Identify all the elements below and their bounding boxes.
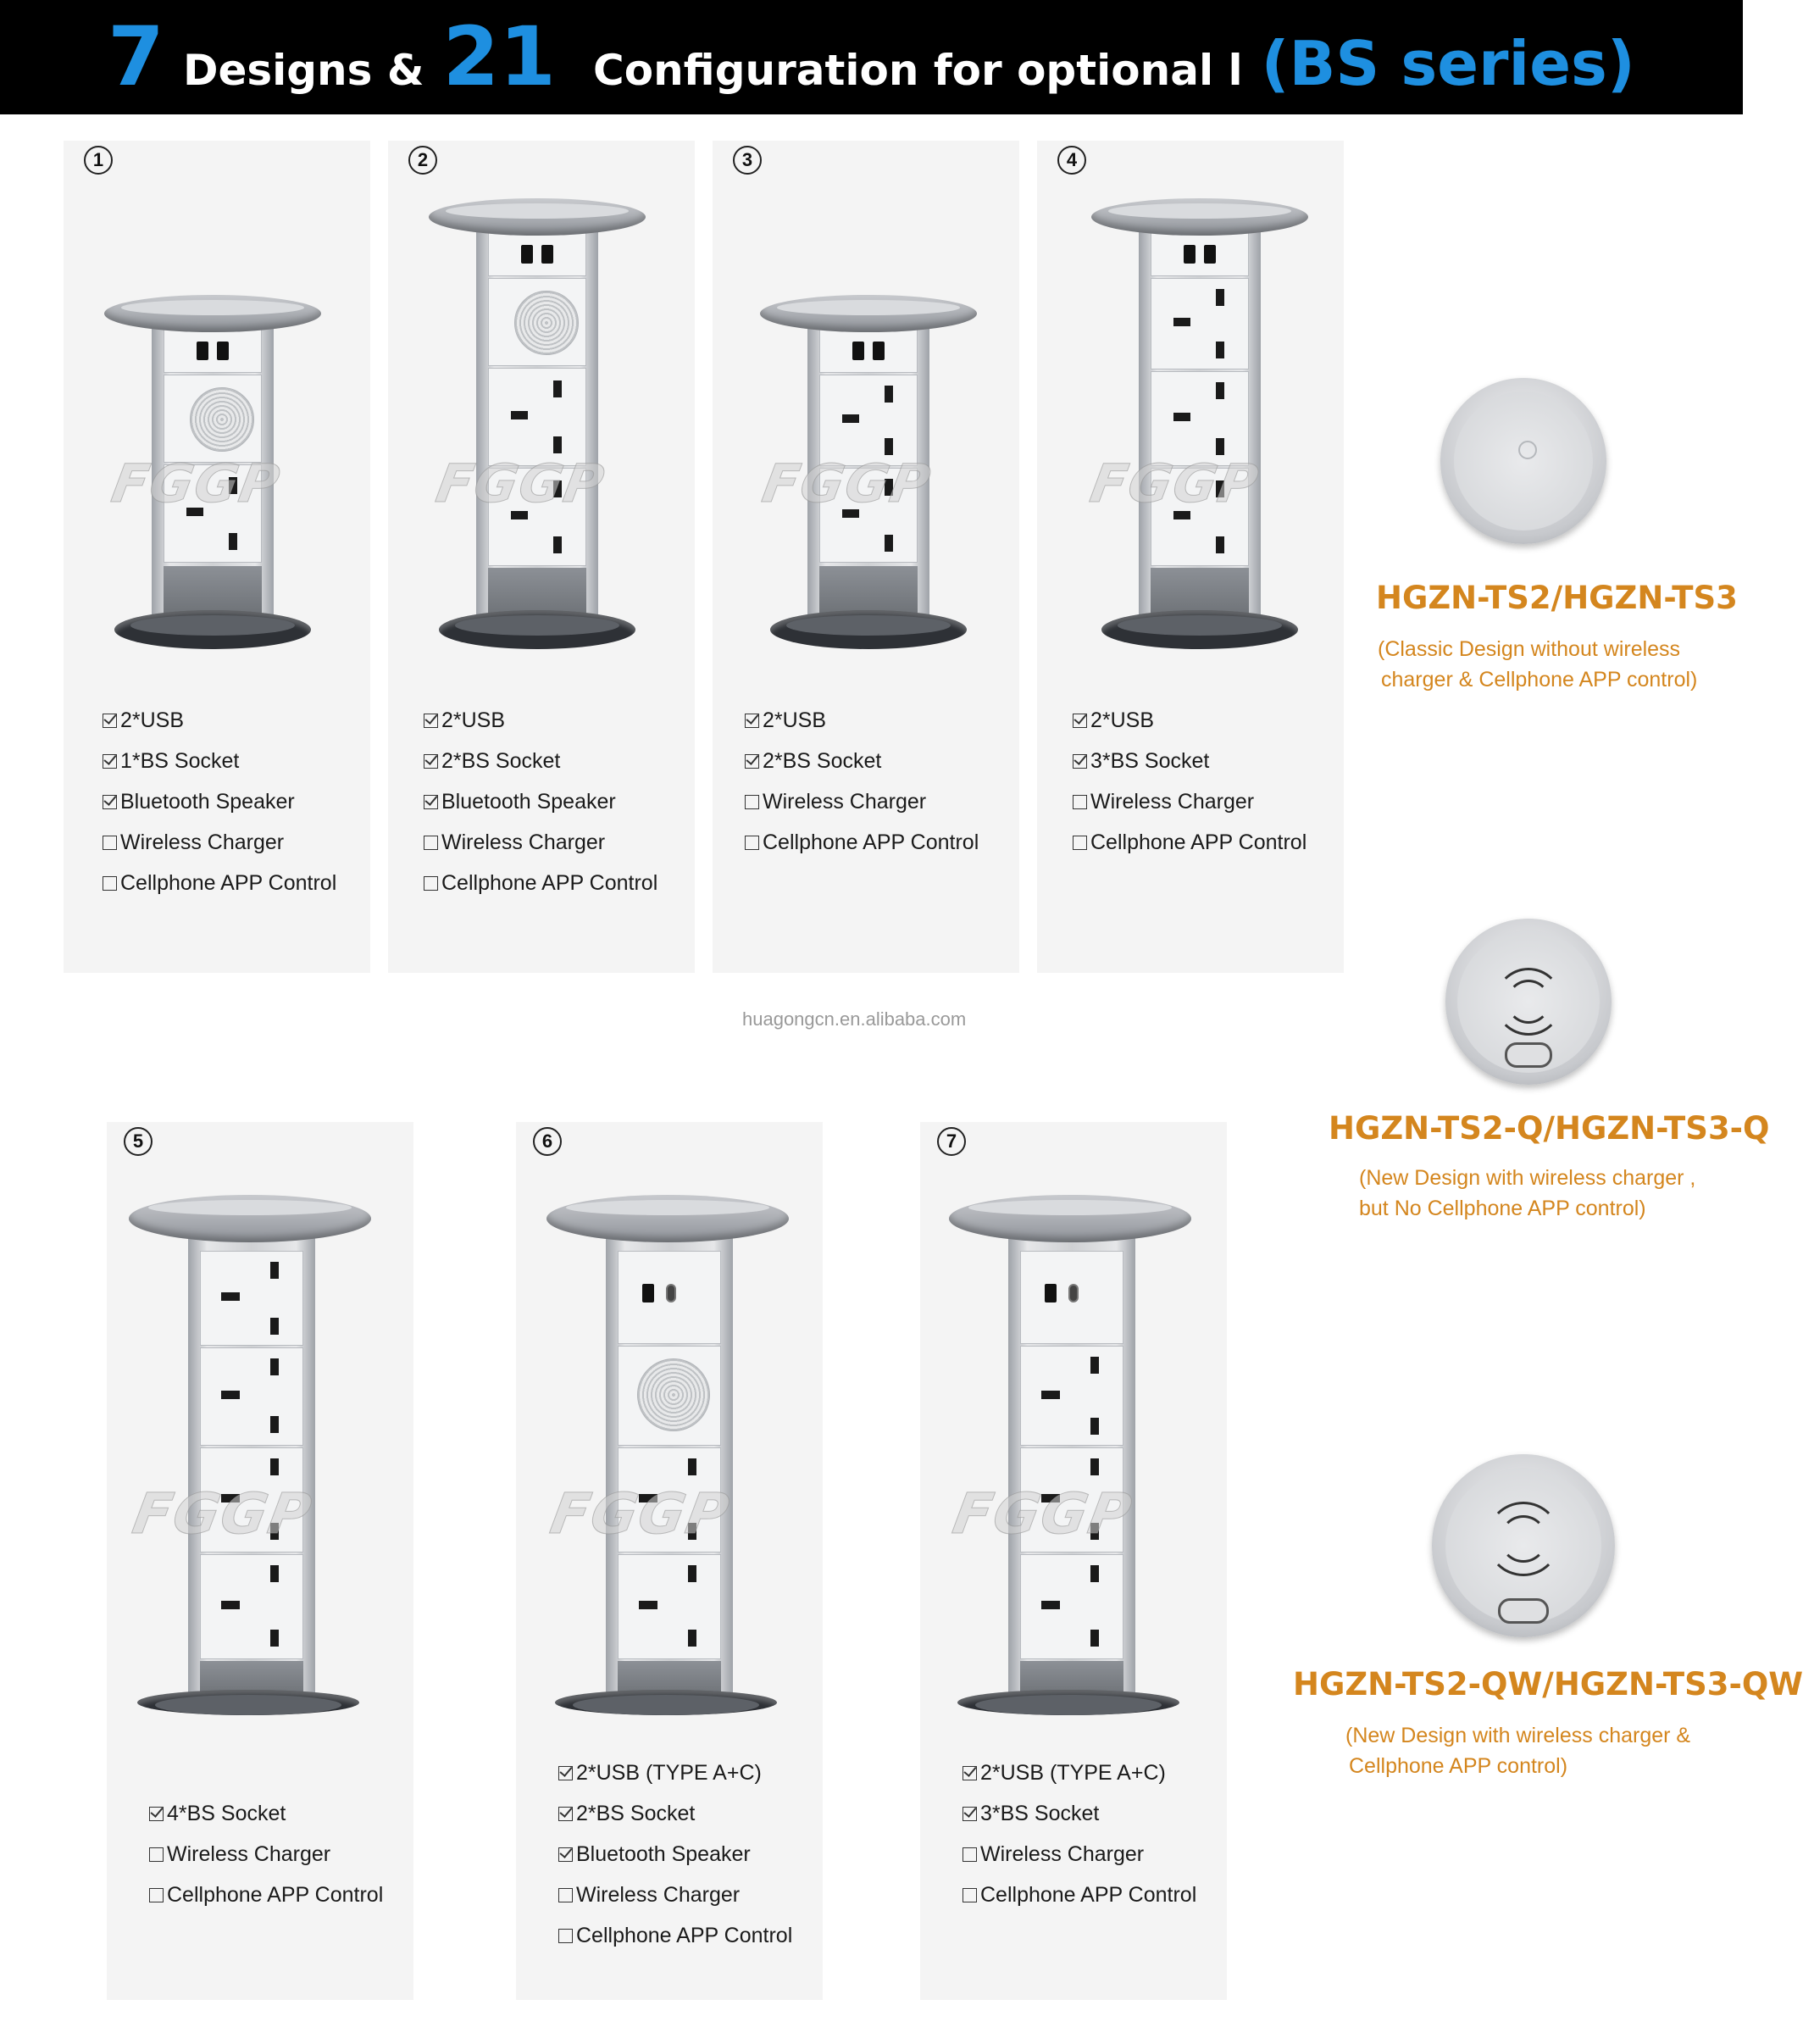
design-card-4 [1037,141,1344,973]
tower-base [114,610,311,649]
feature-item [103,700,336,741]
design-number-3: 3 [733,146,762,175]
feature-list-6 [558,1752,792,1956]
tower-lid [760,295,977,332]
bs-socket [488,368,586,466]
checked-box-icon [424,754,438,769]
feature-list-2 [424,700,657,903]
usb-port-icon [852,342,864,360]
mode-button-icon [1505,1042,1552,1068]
bs-socket [618,1554,721,1659]
bs-socket [1020,1346,1123,1446]
checked-box-icon [424,714,438,728]
feature-label: 2*BS Socket [576,1802,696,1825]
feature-item [103,863,336,903]
feature-list-4 [1073,700,1306,863]
feature-list-3 [745,700,979,863]
feature-item [424,781,657,822]
feature-label: Cellphone APP Control [120,871,337,895]
feature-item [558,1793,792,1834]
feature-item [963,1793,1196,1834]
bs-socket [200,1251,303,1346]
feature-item [963,1752,1196,1793]
checked-box-icon [745,754,759,769]
usb-port-icon [873,342,885,360]
feature-item [103,781,336,822]
design-card-5 [107,1122,413,2000]
bs-socket [1020,1554,1123,1659]
feature-item [424,863,657,903]
feature-item [149,1793,383,1834]
feature-list-7 [963,1752,1196,1915]
popup-socket-tower-6 [546,1195,789,1720]
feature-label: Wireless Charger [763,790,927,814]
feature-item [1073,741,1306,781]
feature-label: 3*BS Socket [980,1802,1100,1825]
usb-port-icon [521,245,533,264]
checked-box-icon [558,1847,573,1862]
feature-label: Wireless Charger [167,1842,331,1866]
bs-socket [200,1347,303,1446]
checked-box-icon [424,795,438,809]
empty-box-icon [149,1847,164,1862]
title-banner [0,0,1743,114]
fggp-watermark: FGGP [431,453,611,514]
feature-label: Bluetooth Speaker [120,790,295,814]
feature-item [1073,781,1306,822]
speaker-grille-icon [514,291,579,355]
feature-item [149,1834,383,1875]
model-desc-3-line1: (New Design with wireless charger & [1345,1724,1691,1747]
feature-list-5 [149,1793,383,1915]
feature-label: Cellphone APP Control [1090,830,1307,854]
empty-box-icon [1073,795,1087,809]
feature-item [745,741,979,781]
feature-label: Wireless Charger [576,1883,741,1907]
popup-socket-tower-4 [1085,198,1308,647]
model-name-1: HGZN-TS2/HGZN-TS3 [1376,580,1738,616]
feature-label: Wireless Charger [441,830,606,854]
popup-socket-tower-5 [129,1195,371,1720]
usb-module [1151,232,1249,276]
banner-title [108,8,1635,104]
feature-label: 2*USB [763,708,827,732]
model-desc-3-line2: Cellphone APP control) [1349,1754,1568,1778]
feature-label: 2*BS Socket [441,749,561,773]
empty-box-icon [103,836,117,850]
empty-box-icon [558,1888,573,1902]
usb-typec-module [618,1251,721,1344]
popup-socket-tower-1 [104,295,321,647]
series-label: (BS series) [1261,27,1635,99]
checked-box-icon [558,1766,573,1780]
model-desc-2-line2: but No Cellphone APP control) [1359,1197,1646,1220]
usb-port-icon [541,245,553,264]
feature-item [1073,700,1306,741]
feature-label: Bluetooth Speaker [576,1842,751,1866]
usb-port-icon [1204,245,1216,264]
configuration-count: 21 [442,8,557,104]
empty-box-icon [424,876,438,891]
bs-socket [1151,278,1249,369]
feature-label: 2*BS Socket [763,749,882,773]
design-card-2 [388,141,695,973]
usb-port-icon [217,342,229,360]
checked-box-icon [1073,754,1087,769]
feature-item [103,822,336,863]
design-card-7 [920,1122,1227,2000]
feature-label: 4*BS Socket [167,1802,286,1825]
feature-label: 1*BS Socket [120,749,240,773]
website-url: huagongcn.en.alibaba.com [742,1008,967,1030]
feature-label: Cellphone APP Control [763,830,979,854]
fggp-watermark: FGGP [1085,453,1265,514]
wireless-charger-lid-disc [1445,919,1612,1085]
design-number-4: 4 [1057,146,1086,175]
feature-item [558,1752,792,1793]
checked-box-icon [103,754,117,769]
fggp-watermark: FGGP [546,1481,735,1547]
model-desc-1-line1: (Classic Design without wireless [1378,637,1681,661]
power-button-icon [1518,441,1537,459]
usb-c-port-icon [1068,1284,1079,1302]
popup-socket-tower-3 [757,295,977,647]
speaker-grille-icon [190,387,254,452]
feature-label: Cellphone APP Control [980,1883,1197,1907]
empty-box-icon [558,1929,573,1943]
feature-item [963,1834,1196,1875]
model-desc-1-line2: charger & Cellphone APP control) [1381,668,1698,692]
empty-box-icon [963,1888,977,1902]
tower-base [770,610,967,649]
feature-item [1073,822,1306,863]
checked-box-icon [103,714,117,728]
empty-box-icon [745,836,759,850]
feature-label: 2*USB [441,708,506,732]
feature-label: 2*USB (TYPE A+C) [980,1761,1166,1785]
checked-box-icon [149,1807,164,1821]
tower-lid [129,1195,371,1242]
empty-box-icon [103,876,117,891]
speaker-module [164,375,262,463]
popup-socket-tower-7 [949,1195,1191,1720]
feature-item [558,1834,792,1875]
fggp-watermark: FGGP [107,453,286,514]
usb-a-port-icon [1045,1284,1057,1302]
classic-lid-disc [1440,378,1606,544]
tower-lid [429,198,646,236]
configuration-label: Configuration for optional l [593,45,1243,95]
feature-item [745,822,979,863]
designs-count: 7 [108,8,164,104]
checked-box-icon [963,1807,977,1821]
feature-label: 2*USB (TYPE A+C) [576,1761,762,1785]
feature-label: Wireless Charger [1090,790,1255,814]
tower-base [957,1690,1179,1715]
speaker-grille-icon [637,1358,710,1431]
speaker-module [618,1346,721,1446]
usb-a-port-icon [642,1284,654,1302]
feature-item [424,822,657,863]
usb-port-icon [1184,245,1196,264]
feature-item [558,1875,792,1915]
tower-lid [1091,198,1308,236]
model-name-2: HGZN-TS2-Q/HGZN-TS3-Q [1329,1110,1770,1147]
model-desc-2-line1: (New Design with wireless charger , [1359,1166,1696,1190]
checked-box-icon [1073,714,1087,728]
model-name-3: HGZN-TS2-QW/HGZN-TS3-QW [1293,1666,1803,1702]
feature-label: Cellphone APP Control [441,871,658,895]
feature-label: 2*USB [120,708,185,732]
feature-item [103,741,336,781]
tower-lid [104,295,321,332]
tower-base [439,610,635,649]
usb-port-icon [197,342,208,360]
checked-box-icon [103,795,117,809]
feature-item [149,1875,383,1915]
usb-typec-module [1020,1251,1123,1344]
feature-label: Bluetooth Speaker [441,790,616,814]
checked-box-icon [963,1766,977,1780]
feature-list-1 [103,700,336,903]
feature-item [963,1875,1196,1915]
design-number-1: 1 [84,146,113,175]
empty-box-icon [745,795,759,809]
design-card-6 [516,1122,823,2000]
empty-box-icon [963,1847,977,1862]
feature-item [745,781,979,822]
tower-base [137,1690,359,1715]
tower-base [555,1690,777,1715]
feature-item [558,1915,792,1956]
usb-c-port-icon [666,1284,676,1302]
design-number-5: 5 [124,1127,153,1156]
fggp-watermark: FGGP [948,1481,1138,1547]
empty-box-icon [424,836,438,850]
feature-item [424,700,657,741]
design-card-1 [64,141,370,973]
bs-socket [200,1554,303,1659]
feature-label: 3*BS Socket [1090,749,1210,773]
usb-module [819,329,918,373]
design-card-3 [713,141,1019,973]
empty-box-icon [149,1888,164,1902]
usb-module [164,329,262,373]
wireless-app-lid-disc [1432,1454,1615,1637]
tower-lid [949,1195,1191,1242]
design-number-7: 7 [937,1127,966,1156]
feature-item [745,700,979,741]
usb-module [488,232,586,276]
feature-label: Wireless Charger [120,830,285,854]
designs-label: Designs & [182,45,424,95]
feature-label: Cellphone APP Control [167,1883,384,1907]
feature-item [424,741,657,781]
speaker-module [488,278,586,366]
feature-label: Wireless Charger [980,1842,1145,1866]
tower-lid [546,1195,789,1242]
app-pairing-button-icon [1498,1598,1549,1624]
popup-socket-tower-2 [429,198,646,647]
fggp-watermark: FGGP [128,1481,318,1547]
empty-box-icon [1073,836,1087,850]
design-number-2: 2 [408,146,437,175]
checked-box-icon [558,1807,573,1821]
feature-label: 2*USB [1090,708,1155,732]
design-number-6: 6 [533,1127,562,1156]
fggp-watermark: FGGP [757,453,937,514]
checked-box-icon [745,714,759,728]
tower-base [1101,610,1298,649]
feature-label: Cellphone APP Control [576,1924,793,1947]
